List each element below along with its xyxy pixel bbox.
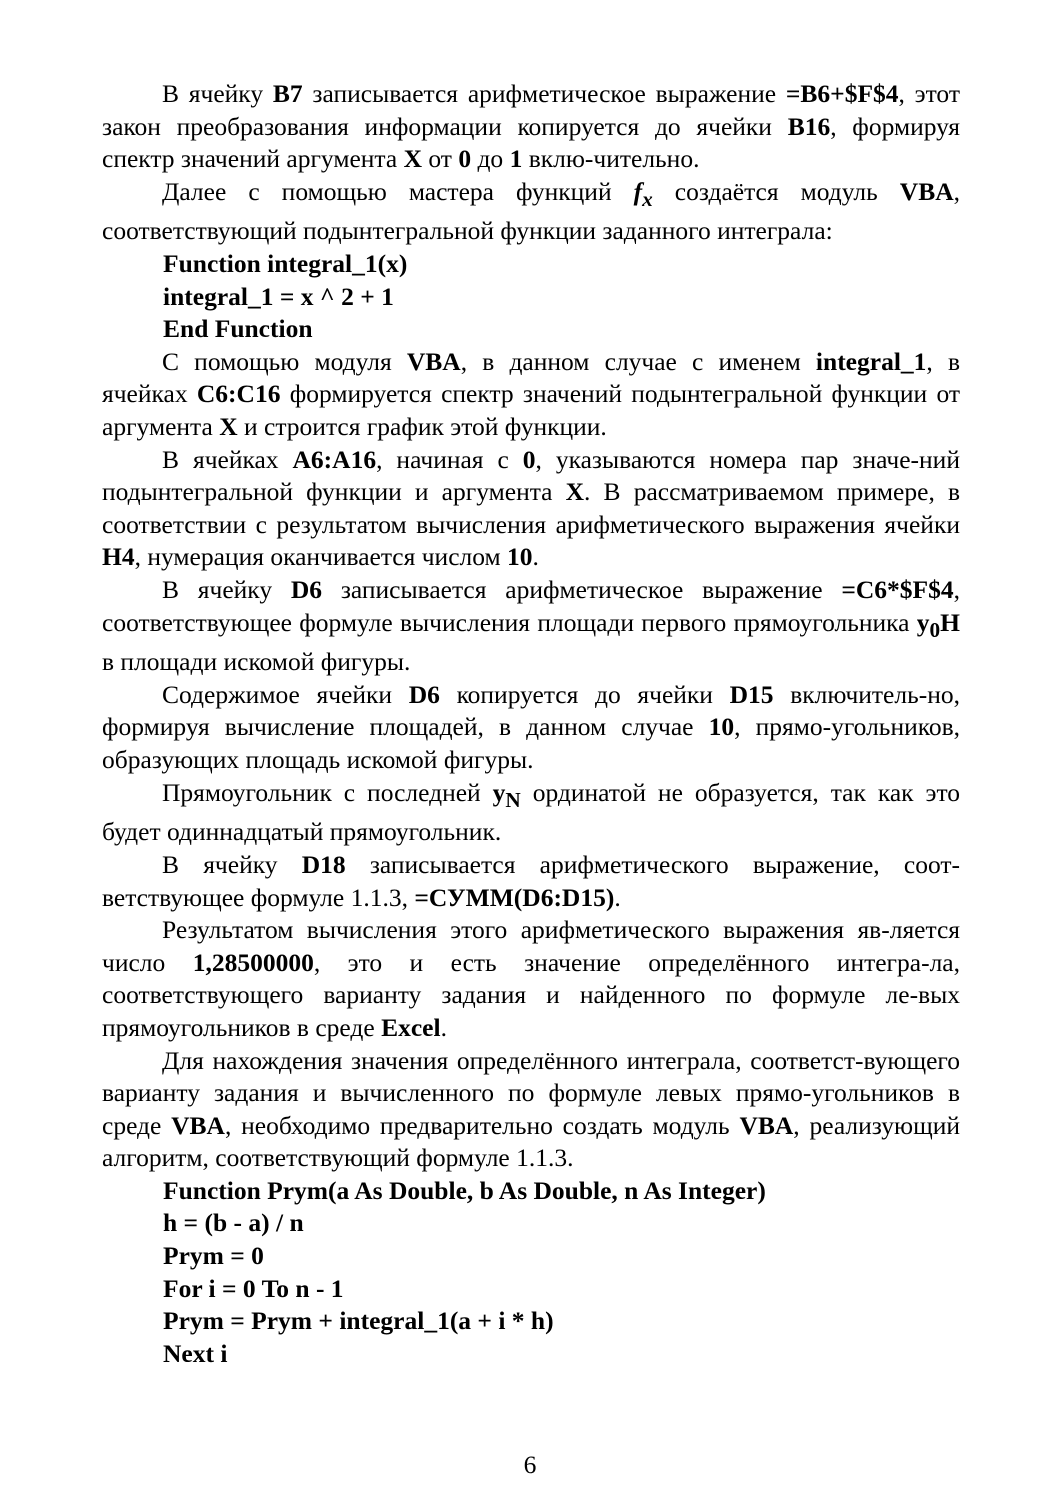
bold-run: N xyxy=(505,787,521,812)
text-run: включитель-но, формируя вычисление площадей, в данном случае xyxy=(102,679,960,742)
text-run: формируется спектр значений подынтегральной функции от аргумента xyxy=(102,379,961,442)
text-run: . В рассматриваемом примере, в соответствии с результатом вычисления арифметического выражения ячейки xyxy=(102,477,960,539)
bold-run: integral_1 xyxy=(815,346,927,376)
text-run: записывается арифметическое выражение xyxy=(302,79,786,108)
code-block xyxy=(163,248,960,346)
paragraph xyxy=(102,444,960,574)
text-run: , прямо-угольников, образующих площадь искомой фигуры. xyxy=(102,712,960,775)
bold-run: D15 xyxy=(729,679,774,709)
paragraph xyxy=(102,346,960,444)
bold-run: D6 xyxy=(290,575,323,604)
bold-run: 0 xyxy=(522,444,536,474)
text-run: копируется до ячейки xyxy=(439,679,730,709)
code-block xyxy=(163,1175,960,1371)
text-run: , этот закон преобразования информации копируется до ячейки xyxy=(102,79,960,141)
bold-run: 10 xyxy=(708,712,735,742)
text-run: от xyxy=(422,144,459,174)
bold-run: 0 xyxy=(929,617,941,642)
bold-run: y xyxy=(916,607,930,637)
text-run: , соответствующий подынтегральной функции заданного интеграла: xyxy=(102,176,960,246)
bold-run: H4 xyxy=(102,542,135,572)
paragraph xyxy=(102,78,960,176)
text-run: записывается арифметическое выражение xyxy=(322,575,842,604)
text-run: , необходимо предварительно создать модуль xyxy=(224,1110,740,1140)
bold-run: f xyxy=(633,176,643,206)
bold-run: =B6+$F$4 xyxy=(785,79,899,108)
bold-run: 1 xyxy=(509,144,523,174)
text-run: вклю-чительно. xyxy=(522,144,700,174)
text-run: , в ячейках xyxy=(102,346,960,409)
bold-run: D6 xyxy=(408,679,440,709)
text-run: в площади искомой фигуры. xyxy=(102,647,411,677)
bold-run: D18 xyxy=(301,849,346,879)
paragraph xyxy=(102,679,960,777)
text-run: , в данном случае с именем xyxy=(460,346,816,376)
text-run: Содержимое ячейки xyxy=(162,679,409,709)
code-line: Prym = Prym + integral_1(a + i * h) xyxy=(163,1306,554,1336)
text-run: и строится график этой функции. xyxy=(237,412,607,442)
paragraph xyxy=(102,849,960,914)
code-line: Next i xyxy=(163,1338,228,1368)
bold-run: x xyxy=(642,186,653,211)
text-run: Прямоугольник с последней xyxy=(162,777,493,807)
text-run: . xyxy=(532,542,539,572)
bold-run: B7 xyxy=(272,79,303,108)
bold-run: 10 xyxy=(507,542,533,572)
text-run: , соответствующее формуле вычисления площади первого прямоугольника xyxy=(102,575,960,637)
page-number: 6 xyxy=(523,1450,537,1479)
bold-run: A6:A16 xyxy=(292,444,377,474)
text-run: , реализующий алгоритм, соответствующий формуле 1.1.3. xyxy=(102,1110,961,1173)
code-line: End Function xyxy=(163,314,313,344)
bold-run: 1,28500000 xyxy=(192,947,314,977)
bold-run: VBA xyxy=(406,346,461,376)
bold-run: X xyxy=(219,412,238,442)
page-body xyxy=(102,78,960,1370)
bold-run: B16 xyxy=(787,111,831,141)
bold-run: 0 xyxy=(458,144,472,174)
text-run: записывается арифметического выражение, соот-ветствующее формуле 1.1.3, xyxy=(102,849,960,912)
paragraph xyxy=(102,777,960,849)
code-line: integral_1 = x ^ 2 + 1 xyxy=(163,281,394,311)
bold-run: VBA xyxy=(899,176,954,206)
text-run: . xyxy=(614,882,621,912)
bold-run: VBA xyxy=(739,1110,794,1140)
text-run: , начиная с xyxy=(376,444,523,474)
text-run: до xyxy=(471,144,510,174)
code-line: Function Prym(a As Double, b As Double, n As Integer) xyxy=(163,1175,766,1205)
paragraph xyxy=(102,176,960,248)
text-run: В ячейках xyxy=(162,444,293,474)
bold-run: C6:C16 xyxy=(196,379,281,409)
text-run: создаётся модуль xyxy=(652,176,900,206)
text-run: Далее с помощью мастера функций xyxy=(162,176,634,206)
text-run: Результатом вычисления этого арифметического выражения яв-ляется число xyxy=(102,915,960,977)
code-line: h = (b - a) / n xyxy=(163,1208,304,1238)
text-run: В ячейку xyxy=(162,849,302,879)
text-run: В ячейку xyxy=(162,575,291,604)
text-run: В ячейку xyxy=(162,79,273,108)
code-line: For i = 0 To n - 1 xyxy=(163,1273,344,1303)
bold-run: VBA xyxy=(171,1110,225,1140)
bold-run: X xyxy=(403,144,423,174)
text-run: Для нахождения значения определённого интеграла, соответст-вующего варианту задания и вычисленного по формуле левых прямо-угольников в среде xyxy=(102,1045,960,1140)
bold-run: Excel xyxy=(381,1012,441,1042)
text-run: С помощью модуля xyxy=(162,346,407,376)
text-run: , это и есть значение определённого интегра-ла, соответствующего варианту задания и найденного по формуле ле-вых прямоугольников в среде xyxy=(102,947,960,1042)
paragraph xyxy=(102,914,960,1044)
paragraph xyxy=(102,574,960,679)
bold-run: X xyxy=(565,477,585,507)
text-run: , указываются номера пар значе-ний подынтегральной функции и аргумента xyxy=(102,444,960,507)
code-line: Function integral_1(x) xyxy=(163,249,408,279)
text-run: , нумерация оканчивается числом xyxy=(134,542,508,572)
code-line: Prym = 0 xyxy=(163,1241,264,1271)
paragraph xyxy=(102,1045,960,1175)
bold-run: H xyxy=(940,607,960,637)
bold-run: =C6*$F$4 xyxy=(841,575,954,604)
bold-run: =СУММ(D6:D15) xyxy=(414,882,615,912)
bold-run: y xyxy=(492,777,506,807)
text-run: , формируя спектр значений аргумента xyxy=(102,111,960,174)
text-run: . xyxy=(440,1012,447,1042)
text-run: ординатой не образуется, так как это будет одиннадцатый прямоугольник. xyxy=(102,777,960,847)
